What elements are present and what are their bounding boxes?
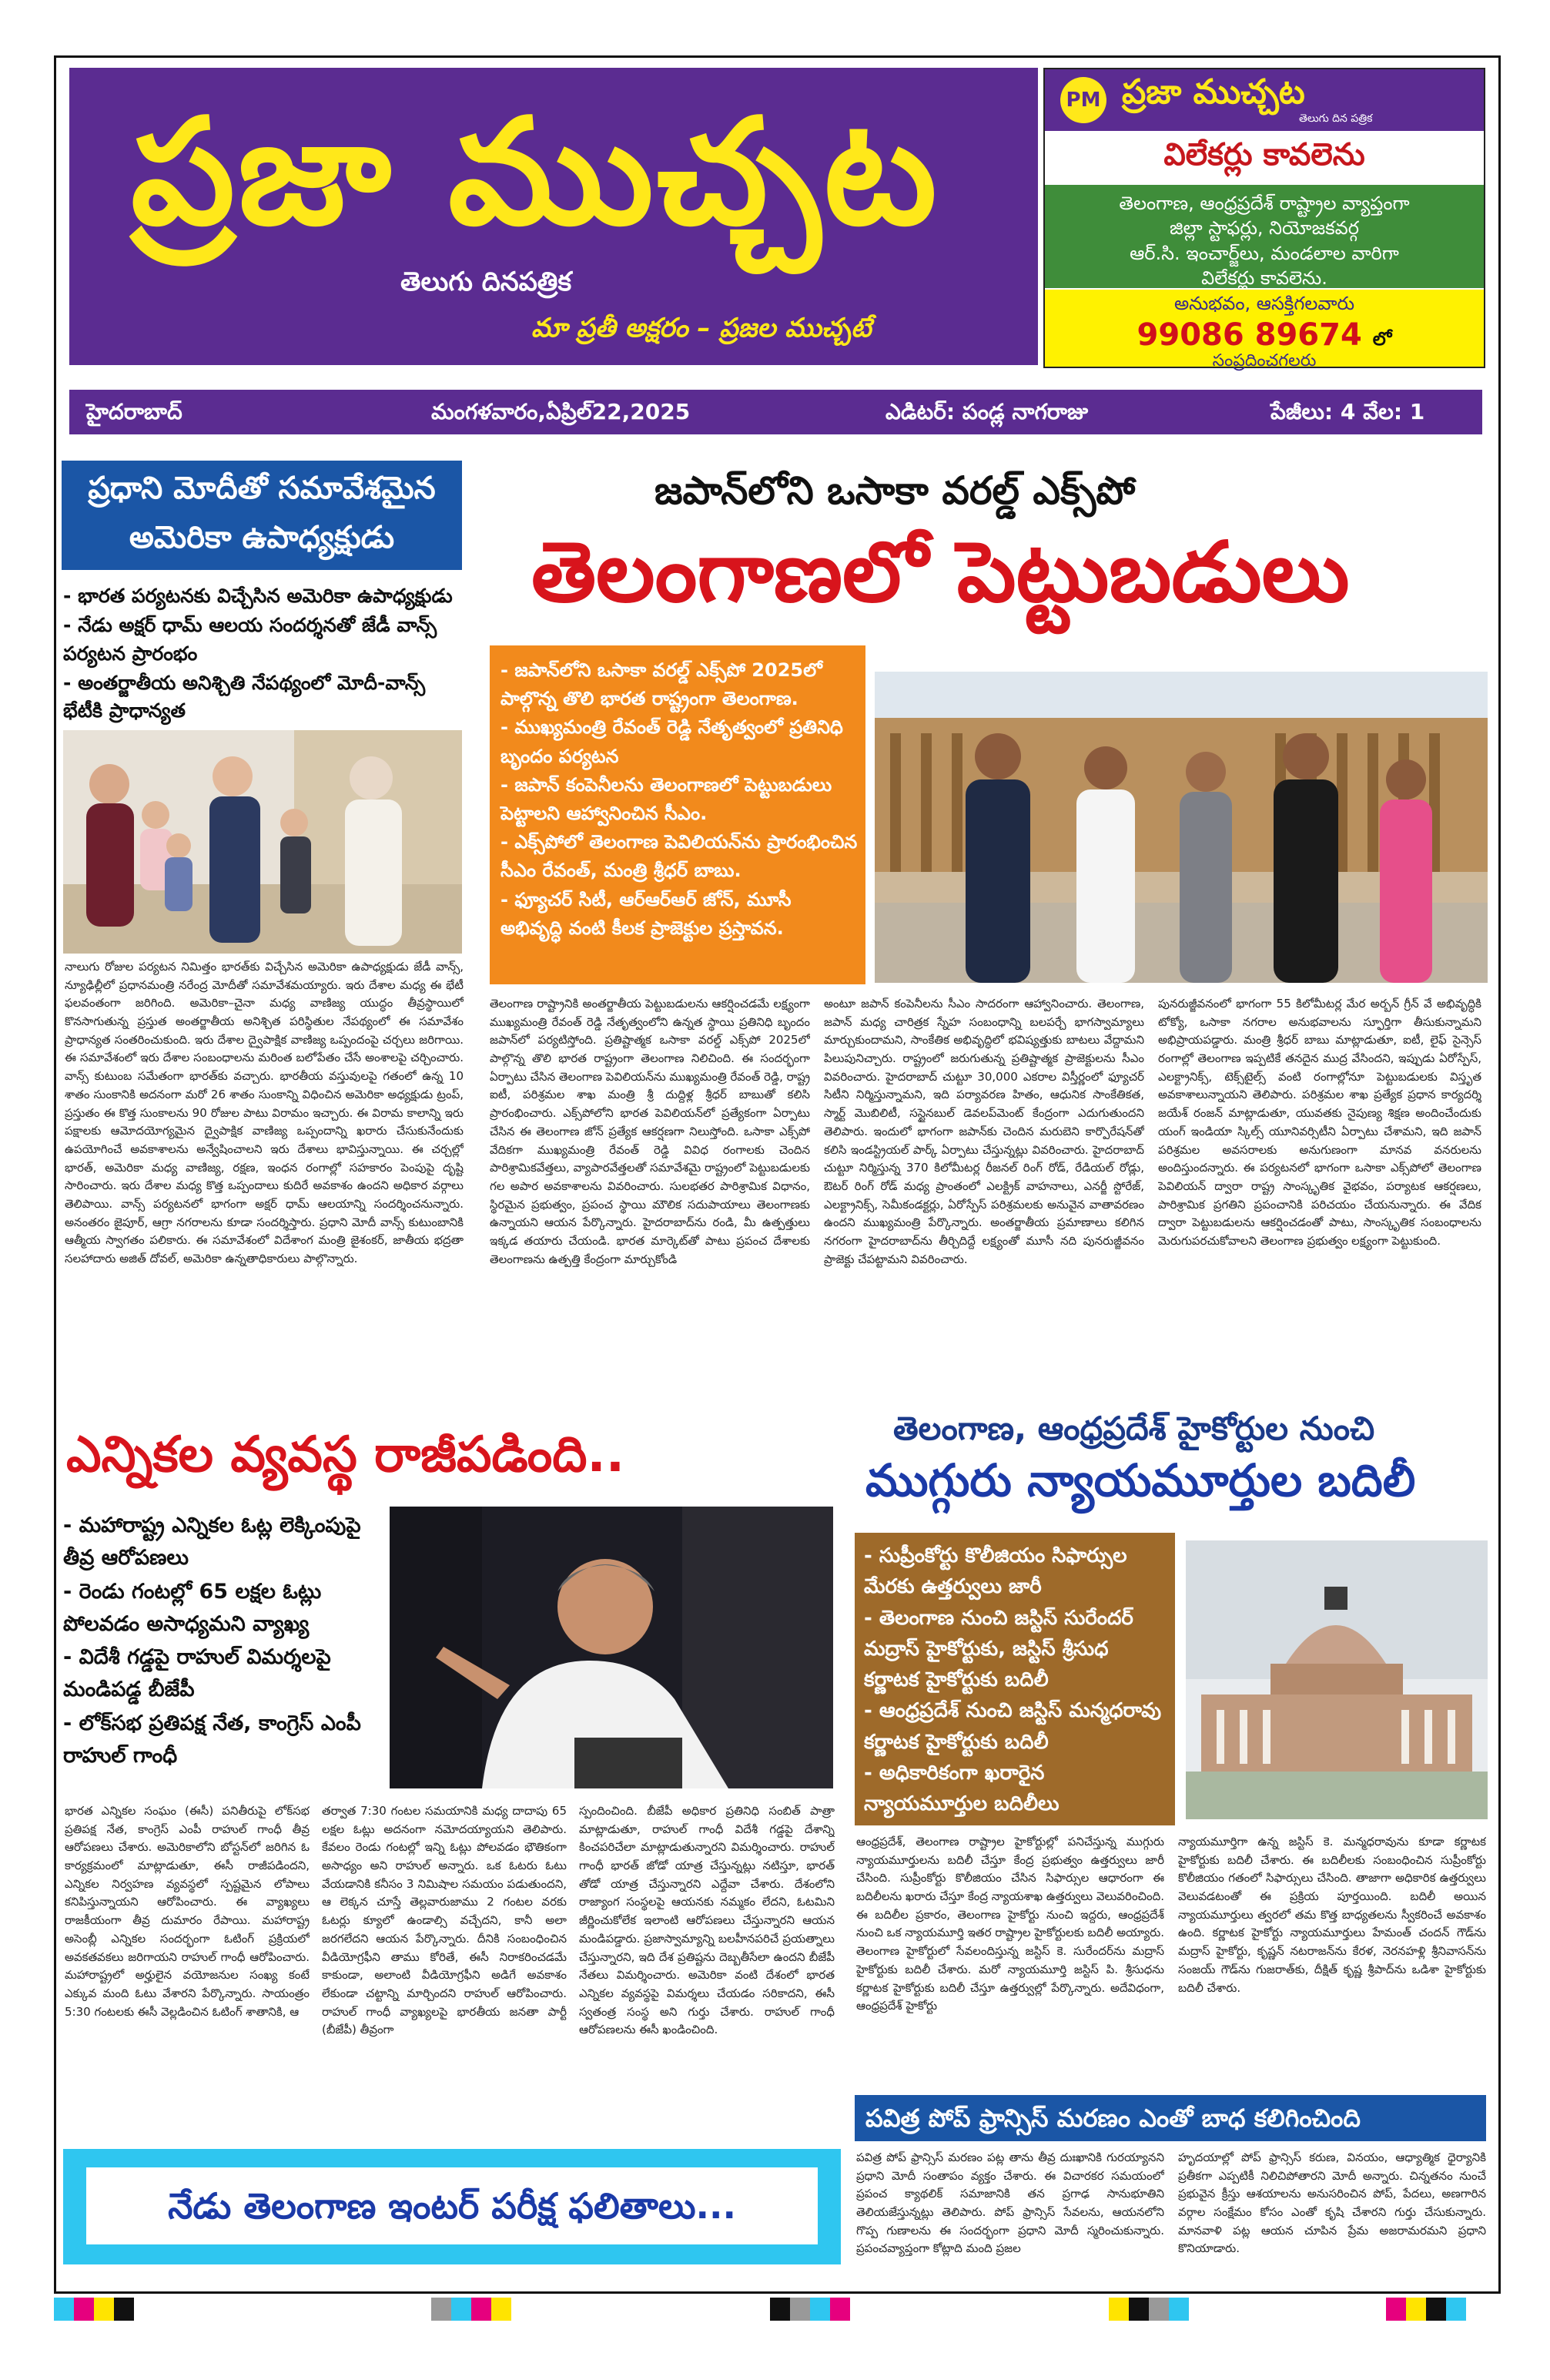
- judges-body-col1: ఆంధ్రప్రదేశ్, తెలంగాణ రాష్ట్రాల హైకోర్టుల్లో పనిచేస్తున్న ముగ్గురు న్యాయమూర్తులను బదిలీ చేస్తూ కేంద్ర ప్రభుత్వం ఉత్తర్వులు జారీ చేసింది. సుప్రీంకోర్టు కొలీజియం చేసిన సిఫార్సుల ఆధారంగా ఈ బదిలీలను ఖరారు చేస్తూ కేంద్ర న్యాయశాఖ ఉత్తర్వులు వెలువరించింది. ఈ బదిలీల ప్రకారం, తెలంగాణ హైకోర్టు నుంచి ఇద్దరు, ఆంధ్రప్రదేశ్ నుంచి ఒక న్యాయమూర్తి ఇతర రాష్ట్రాల హైకోర్టులకు బదిలీ అయ్యారు. తెలంగాణ హైకోర్టులో సేవలందిస్తున్న జస్టిస్ కె. సురేందర్‌ను మద్రాస్ హైకోర్టుకు బదిలీ చేశారు. మరో న్యాయమూర్తి జస్టిస్ పి. శ్రీసుధను కర్ణాటక హైకోర్టుకు బదిలీ చేస్తూ ఉత్తర్వుల్లో పేర్కొన్నారు. అదేవిధంగా, ఆంధ్రప్రదేశ్ హైకోర్టు: [856, 1835, 1164, 2013]
- color-registration-strip: [770, 2298, 850, 2321]
- judges-bullet: - తెలంగాణ నుంచి జస్టిస్ సురేందర్ మద్రాస్ హైకోర్టుకు, జస్టిస్ శ్రీసుధ కర్ణాటక హైకోర్టుకు బదిలీ: [864, 1606, 1133, 1692]
- pope-headline: పవిత్ర పోప్ ఫ్రాన్సిస్ మరణం ఎంతో బాధ కలిగించింది: [855, 2095, 1486, 2141]
- telangana-body-col2: అంటూ జపాన్ కంపెనీలను సీఎం సాదరంగా ఆహ్వానించారు. తెలంగాణ, జపాన్ మధ్య చారిత్రక స్నేహ సంబంధాన్ని బలపర్చే భాగస్వామ్యాలు మార్చుకుందామని, సాంకేతిక అభివృద్ధిలో భవిష్యత్తుకు బాటలు వేద్దామని పిలుపునిచ్చారు. రాష్ట్రంలో జరుగుతున్న ప్రతిష్టాత్మక ప్రాజెక్టులను సీఎం వివరించారు. హైదరాబాద్ చుట్టూ 30,000 ఎకరాల విస్తీర్ణంలో ఫ్యూచర్ సిటీని నిర్మిస్తున్నామని, ఇది పర్యావరణ హితం, ఆధునిక సాంకేతికత, స్మార్ట్ మొబిలిటీ, సస్టైనబుల్ డెవలప్‌మెంట్ కేంద్రంగా ఎదుగుతుందని తెలిపారు. ఇందులో భాగంగా జపాన్‌కు చెందిన మరుబెని కార్పొరేషన్‌తో కలిసి ఇండస్ట్రియల్ పార్క్ ఏర్పాటు చేస్తున్నట్లు వివరించారు. హైదరాబాద్ చుట్టూ నిర్మిస్తున్న 370 కిలోమీటర్ల రీజనల్ రింగ్ రోడ్, రేడియల్ రోడ్లు, ఔటర్ రింగ్ రోడ్ మధ్య ప్రాంతంలో ఎలక్ట్రిక్ వాహనాలు, ఎనర్జీ స్టోరేజ్, ఎలక్ట్రానిక్స్, సెమీకండక్టర్లు, ఏరోస్పేస్ పరిశ్రమలకు అనువైన వాతావరణం ఉందని ముఖ్యమంత్రి పేర్కొన్నారు. అంతర్జాతీయ ప్రమాణాలు కలిగిన నగరంగా హైదరాబాద్‌ను తీర్చిదిద్దే లక్ష్యంతో మూసీ నది పునరుజ్జీవనం ప్రాజెక్టు చేపట్టామని వివరించారు.: [824, 997, 1144, 1266]
- color-registration-strip: [1109, 2298, 1189, 2321]
- vance-headline-box: [62, 461, 462, 570]
- classified-ad: [1043, 68, 1485, 368]
- ad-body-line: విలేకర్లు కావలెను.: [1201, 267, 1327, 290]
- ad-contact-line1: అనుభవం, ఆసక్తిగలవారు: [1173, 293, 1355, 314]
- telangana-bullet: - జపాన్‌లోని ఒసాకా వరల్డ్ ఎక్స్‌పో 2025లో పాల్గొన్న తొలి భారత రాష్ట్రంగా తెలంగాణ.: [500, 659, 822, 710]
- election-headline: ఎన్నికల వ్యవస్థ రాజీపడింది..: [66, 1426, 625, 1483]
- pope-body-col1: పవిత్ర పోప్ ఫ్రాన్సిస్ మరణం పట్ల తాను తీవ్ర దుఃఖానికి గురయ్యానని ప్రధాని మోదీ సంతాపం వ్యక్తం చేశారు. ఈ విచారకర సమయంలో ప్రపంచ క్యాథలిక్ సమాజానికి తన ప్రగాఢ సానుభూతిని తెలియజేస్తున్నట్లు తెలిపారు. పోప్ ఫ్రాన్సిస్ సేవలను, ఆయనలోని గొప్ప గుణాలను ఈ సందర్భంగా ప్రధాని మోదీ స్మరించుకున్నారు. ప్రపంచవ్యాప్తంగా కోట్లాది మంది ప్రజల: [856, 2150, 1164, 2256]
- rahul-gandhi-photo: [390, 1507, 833, 1788]
- election-bullet: - లోక్‌సభ ప్రతిపక్ష నేత, కాంగ్రెస్ ఎంపీ రాహుల్ గాంధీ: [63, 1711, 361, 1768]
- vance-headline-line1: ప్రధాని మోదీతో సమావేశమైన: [88, 471, 436, 506]
- ad-body-line: తెలంగాణ, ఆంధ్రప్రదేశ్ రాష్ట్రాల వ్యాప్తంగా: [1119, 193, 1410, 214]
- vance-modi-photo: [63, 730, 462, 954]
- ad-phone: [1045, 319, 1484, 351]
- date-label: మంగళవారం,ఏప్రిల్22,2025: [431, 399, 691, 424]
- color-registration-strip: [431, 2298, 511, 2321]
- telangana-bullet: - జపాన్ కంపెనీలను తెలంగాణలో పెట్టుబడులు పెట్టాలని ఆహ్వానించిన సీఎం.: [500, 773, 832, 824]
- ad-heading: విలేకర్లు కావలెను: [1163, 137, 1365, 173]
- ad-logo-icon: PM: [1060, 77, 1106, 123]
- masthead-tagline: మా ప్రతీ అక్షరం – ప్రజల ముచ్చటే: [531, 313, 872, 344]
- color-registration-strip: [54, 2298, 134, 2321]
- ad-body: [1045, 185, 1484, 288]
- vance-body: నాలుగు రోజుల పర్యటన నిమిత్తం భారత్‌కు విచ్చేసిన అమెరికా ఉపాధ్యక్షుడు జేడీ వాన్స్, న్యూఢిల్లీలో ప్రధానమంత్రి నరేంద్ర మోదీతో సమావేశమయ్యారు. ఇరు దేశాల మధ్య ఈ భేటీ ఫలవంతంగా జరిగింది. అమెరికా–చైనా మధ్య వాణిజ్య యుద్ధం తీవ్రస్థాయిలో కొనసాగుతున్న ప్రస్తుత అంతర్జాతీయ అనిశ్చిత పరిస్థితుల నేపథ్యంలో ఈ సమావేశం ప్రాధాన్యత సంతరించుకుంది. ఇరు దేశాల ద్వైపాక్షిక వాణిజ్య ఒప్పందంపై చర్చలు జరిగాయి. ఈ సమావేశంలో ఇరు దేశాల సంబంధాలను మరింత బలోపేతం చేసే అంశాలపై చర్చించారు. వాన్స్ కుటుంబ సమేతంగా భారత్‌కు వచ్చారు. భారతీయ వస్తువులపై గతంలో ఉన్న 10 శాతం సుంకానికి అదనంగా మరో 26 శాతం సుంకాన్ని విధించిన అమెరికా అధ్యక్షుడు ట్రంప్, ప్రస్తుతం ఈ కొత్త సుంకాలను 90 రోజుల పాటు విరామం ఇచ్చారు. ఈ విరామ కాలాన్ని ఇరు పక్షాలకు ఆమోదయోగ్యమైన ద్వైపాక్షిక వాణిజ్య ఒప్పందాన్ని ఖరారు చేసుకునేందుకు ఉపయోగించే అవకాశాలను అన్వేషించాలని ఇరు దేశాలు భావిస్తున్నాయి. ఈ చర్చల్లో భారత్, అమెరికా మధ్య వాణిజ్య, రక్షణ, ఇంధన రంగాల్లో సహకారం పెంపుపై దృష్టి సారించారు. ఇరు దేశాల మధ్య కొత్త ఒప్పందాలు కుదిరే అవకాశం ఉందని అధికార వర్గాలు తెలిపాయి. వాన్స్ పర్యటనలో భాగంగా అక్షర్ ధామ్ ఆలయాన్ని సందర్శించనున్నారు. అనంతరం జైపూర్, ఆగ్రా నగరాలను కూడా సందర్శిస్తారు. ప్రధాని మోదీ వాన్స్ కుటుంబానికి ఆత్మీయ స్వాగతం పలికారు. ఈ సమావేశంలో విదేశాంగ మంత్రి జైశంకర్, జాతీయ భద్రతా సలహాదారు అజిత్ దోవల్, అమెరికా ఉన్నతాధికారులు పాల్గొన్నారు.: [65, 960, 464, 1265]
- judges-bullet: - అధికారికంగా ఖరారైన న్యాయమూర్తుల బదిలీలు: [864, 1762, 1060, 1816]
- results-banner-text: నేడు తెలంగాణ ఇంటర్ పరీక్ష ఫలితాలు...: [86, 2167, 818, 2244]
- pages-label: పేజీలు: 4 వేల: 1: [1270, 399, 1425, 424]
- telangana-bullet: - ఫ్యూచర్ సిటీ, ఆర్ఆర్ఆర్ జోన్, మూసీ అభివృద్ధి వంటి కీలక ప్రాజెక్టుల ప్రస్తావన.: [500, 888, 792, 939]
- city-label: హైదరాబాద్: [86, 399, 182, 424]
- telangana-body-col1: తెలంగాణ రాష్ట్రానికి అంతర్జాతీయ పెట్టుబడులను ఆకర్షించడమే లక్ష్యంగా ముఖ్యమంత్రి రేవంత్ రెడ్డి నేతృత్వంలోని ఉన్నత స్థాయి ప్రతినిధి బృందం జపాన్‌లో పర్యటిస్తోంది. ప్రతిష్టాత్మక ఒసాకా వరల్డ్ ఎక్స్‌పో 2025లో పాల్గొన్న తొలి భారత రాష్ట్రంగా తెలంగాణ నిలిచింది. ఈ సందర్భంగా ఏర్పాటు చేసిన తెలంగాణ పెవిలియన్‌ను ముఖ్యమంత్రి రేవంత్ రెడ్డి, రాష్ట్ర ఐటీ, పరిశ్రమల శాఖ మంత్రి శ్రీ దుద్దిళ్ల శ్రీధర్ బాబుతో కలిసి ప్రారంభించారు. ఎక్స్‌పోలోని భారత పెవిలియన్‌లో ప్రత్యేకంగా ఏర్పాటు చేసిన ఈ తెలంగాణ జోన్ ప్రత్యేక ఆకర్షణగా నిలుస్తోంది. ఒసాకా ఎక్స్‌పో వేదికగా ముఖ్యమంత్రి రేవంత్ రెడ్డి వివిధ రంగాలకు చెందిన పారిశ్రామికవేత్తలు, వ్యాపారవేత్తలతో సమావేశమై రాష్ట్రంలో పెట్టుబడులకు గల అపార అవకాశాలను వివరించారు. సులభతర పారిశ్రామిక విధానం, స్థిరమైన ప్రభుత్వం, ప్రపంచ స్థాయి మౌలిక సదుపాయాలు తెలంగాణకు ఉన్నాయని ఆయన పేర్కొన్నారు. హైదరాబాద్‌ను రండి, మీ ఉత్పత్తులు ఇక్కడ తయారు చేయండి. భారత మార్కెట్‌తో పాటు ప్రపంచ దేశాలకు తెలంగాణను ఉత్పత్తి కేంద్రంగా మార్చుకోండి: [490, 997, 810, 1266]
- election-body-col1: భారత ఎన్నికల సంఘం (ఈసీ) పనితీరుపై లోక్‌సభ ప్రతిపక్ష నేత, కాంగ్రెస్ ఎంపీ రాహుల్ గాంధీ తీవ్ర ఆరోపణలు చేశారు. అమెరికాలోని బోస్టన్‌లో జరిగిన ఓ కార్యక్రమంలో మాట్లాడుతూ, ఈసీ రాజీపడిందని, ఎన్నికల నిర్వహణ వ్యవస్థలో స్పష్టమైన లోపాలు కనిపిస్తున్నాయని ఆరోపించారు. ఈ వ్యాఖ్యలు రాజకీయంగా తీవ్ర దుమారం రేపాయి. మహారాష్ట్ర అసెంబ్లీ ఎన్నికల సందర్భంగా ఓటింగ్ ప్రక్రియలో అవకతవకలు జరిగాయని రాహుల్ గాంధీ ఆరోపించారు. మహారాష్ట్రలో అర్హులైన వయోజనుల సంఖ్య కంటే ఎక్కువ మంది ఓటు వేశారని పేర్కొన్నారు. సాయంత్రం 5:30 గంటలకు ఈసీ వెల్లడించిన ఓటింగ్ శాతానికి, ఆ: [65, 1804, 310, 2019]
- judges-body-col2: న్యాయమూర్తిగా ఉన్న జస్టిస్ కె. మన్మధరావును కూడా కర్ణాటక హైకోర్టుకు బదిలీ చేశారు. ఈ బదిలీలకు సంబంధించిన సుప్రీంకోర్టు కొలీజియం గతంలో సిఫార్సులు చేసింది. తాజాగా అధికారిక ఉత్తర్వులు వెలువడటంతో ఈ ప్రక్రియ పూర్తయింది. బదిలీ అయిన న్యాయమూర్తులు త్వరలో తమ కొత్త బాధ్యతలను స్వీకరించే అవకాశం ఉంది. కర్ణాటక హైకోర్టు న్యాయమూర్తులు హేమంత్ చందన్ గౌడ్‌ను మద్రాస్ హైకోర్టు, కృష్ణన్ నటరాజన్‌ను కేరళ, నెరనహళ్లి శ్రీనివాసన్‌ను సంజయ్ గౌడ్‌ను గుజరాత్‌కు, దీక్షిత్ కృష్ణ శ్రీపాద్‌ను ఒడిశా హైకోర్టుకు బదిలీ చేశారు.: [1178, 1835, 1486, 1995]
- judges-bullets-box: [855, 1533, 1175, 1825]
- supreme-court-photo: [1186, 1540, 1488, 1819]
- masthead-title: ప్రజా ముచ్చట: [131, 85, 940, 257]
- ad-contact-line3: సంప్రదించగలరు: [1212, 351, 1317, 370]
- ad-header-band: [1045, 69, 1484, 131]
- telangana-bullet: - ఎక్స్‌పోలో తెలంగాణ పెవిలియన్‌ను ప్రారంభించిన సీఎం రేవంత్, మంత్రి శ్రీధర్ బాబు.: [500, 831, 858, 882]
- judges-headline-line1: తెలంగాణ, ఆంధ్రప్రదేశ్ హైకోర్టుల నుంచి: [893, 1410, 1375, 1447]
- date-bar: [69, 390, 1482, 434]
- results-banner: [63, 2149, 841, 2264]
- election-bullet: - మహారాష్ట్ర ఎన్నికల ఓట్ల లెక్కింపుపై తీవ్ర ఆరోపణలు: [63, 1513, 361, 1570]
- telangana-bullet: - ముఖ్యమంత్రి రేవంత్ రెడ్డి నేతృత్వంలో ప్రతినిధి బృందం పర్యటన: [500, 716, 843, 767]
- ad-contact: [1045, 290, 1484, 370]
- election-bullet: - విదేశీ గడ్డపై రాహుల్ విమర్శలపై మండిపడ్డ బీజేపీ: [63, 1645, 331, 1702]
- vance-bullet: - నేడు అక్షర్ ధామ్ ఆలయ సందర్శనతో జేడీ వాన్స్ పర్యటన ప్రారంభం: [63, 614, 437, 665]
- vance-bullets: [63, 582, 464, 726]
- ad-body-line: జిల్లా స్టాఫర్లు, నియోజకవర్గ: [1170, 217, 1359, 240]
- telangana-bullets-box: [490, 645, 865, 984]
- telangana-headline: తెలంగాణలో పెట్టుబడులు: [531, 525, 1350, 621]
- ad-paper-subname: తెలుగు దిన పత్రిక: [1299, 112, 1373, 125]
- election-bullet: - రెండు గంటల్లో 65 లక్షల ఓట్లు పోలవడం అసాధ్యమని వ్యాఖ్య: [63, 1579, 322, 1636]
- ad-paper-name: ప్రజా ముచ్చట: [1122, 72, 1305, 112]
- telangana-kicker: జపాన్‌లోని ఒసాకా వరల్డ్ ఎక్స్‌పో: [654, 468, 1136, 513]
- masthead: [69, 68, 1038, 365]
- masthead-subtitle: తెలుగు దినపత్రిక: [400, 266, 572, 297]
- election-bullets: [63, 1510, 387, 1774]
- ad-phone-number: 99086 89674: [1137, 317, 1362, 353]
- osaka-expo-photo: [875, 672, 1488, 983]
- pope-body-col2: హృదయాల్లో పోప్ ఫ్రాన్సిస్ కరుణ, వినయం, ఆధ్యాత్మిక ధైర్యానికి ప్రతీకగా ఎప్పటికీ నిలిచిపోతారని మోదీ అన్నారు. చిన్నతనం నుంచే ప్రభువైన క్రీస్తు ఆశయాలను అనుసరించిన పోప్, పేదలు, అణగారిన వర్గాల సంక్షేమం కోసం ఎంతో కృషి చేశారని గుర్తు చేసుకున్నారు. మానవాళి పట్ల ఆయన చూపిన ప్రేమ అజరామరమని ప్రధాని కొనియాడారు.: [1178, 2150, 1486, 2256]
- ad-body-line: ఆర్.సి. ఇంచార్జ్‌లు, మండలాల వారిగా: [1130, 242, 1399, 264]
- ad-phone-suffix: లో: [1372, 328, 1392, 350]
- telangana-body-col3: పునరుజ్జీవనంలో భాగంగా 55 కిలోమీటర్ల మేర అర్బన్ గ్రీన్ వే అభివృద్ధికి టోక్యో, ఒసాకా నగరాల అనుభవాలను స్ఫూర్తిగా తీసుకున్నామని అభిప్రాయపడ్డారు. మంత్రి శ్రీధర్ బాబు మాట్లాడుతూ, ఐటీ, లైఫ్ సైన్సెస్ రంగాల్లో తెలంగాణ ఇప్పటికే తనదైన ముద్ర వేసిందని, ఇప్పుడు ఏరోస్పేస్, ఎలక్ట్రానిక్స్, టెక్స్‌టైల్స్ వంటి రంగాల్లోనూ పెట్టుబడులకు విస్తృత అవకాశాలున్నాయని తెలిపారు. పరిశ్రమల శాఖ ప్రత్యేక ప్రధాన కార్యదర్శి జయేశ్ రంజన్ మాట్లాడుతూ, యువతకు నైపుణ్య శిక్షణ అందించేందుకు యంగ్ ఇండియా స్కిల్స్ యూనివర్సిటీని ఏర్పాటు చేశామని, ఇది జపాన్ పరిశ్రమల అవసరాలకు అనుగుణంగా మానవ వనరులను అందిస్తుందన్నారు. ఈ పర్యటనలో భాగంగా ఒసాకా ఎక్స్‌పోలో తెలంగాణ పెవిలియన్ ద్వారా రాష్ట్ర సాంస్కృతిక వైభవం, పర్యాటక ఆకర్షణలు, పారిశ్రామిక ప్రగతిని ప్రపంచానికి పరిచయం చేయనున్నారు. ఈ వేదిక ద్వారా పెట్టుబడులను ఆకర్షించడంతో పాటు, సాంస్కృతిక సంబంధాలను మెరుగుపరచుకోవాలని తెలంగాణ ప్రభుత్వం లక్ష్యంగా పెట్టుకుంది.: [1158, 997, 1481, 1248]
- election-body-col3: స్పందించింది. బీజేపీ అధికార ప్రతినిధి సంబిత్ పాత్రా మాట్లాడుతూ, రాహుల్ గాంధీ విదేశీ గడ్డపై దేశాన్ని కించపరిచేలా మాట్లాడుతున్నారని విమర్శించారు. రాహుల్ గాంధీ భారత్ జోడో యాత్ర చేస్తున్నట్లు నటిస్తూ, భారత్ తోడో యాత్ర చేస్తున్నారని ఎద్దేవా చేశారు. దేశంలోని రాజ్యాంగ సంస్థలపై ఆయనకు నమ్మకం లేదని, ఓటమిని జీర్ణించుకోలేక ఇలాంటి ఆరోపణలు చేస్తున్నారని ఆయన మండిపడ్డారు. ప్రజాస్వామ్యాన్ని బలహీనపరిచే ప్రయత్నాలు చేస్తున్నారని, ఇది దేశ ప్రతిష్టను దెబ్బతీసేలా ఉందని బీజేపీ నేతలు విమర్శించారు. అమెరికా వంటి దేశంలో భారత ఎన్నికల వ్యవస్థపై విమర్శలు చేయడం సరికాదని, ఈసీ స్వతంత్ర సంస్థ అని గుర్తు చేశారు. రాహుల్ గాంధీ ఆరోపణలను ఈసీ ఖండించింది.: [579, 1804, 835, 2037]
- vance-headline-line2: అమెరికా ఉపాధ్యక్షుడు: [129, 520, 395, 555]
- vance-bullet: - అంతర్జాతీయ అనిశ్చితి నేపథ్యంలో మోదీ-వాన్స్ భేటీకి ప్రాధాన్యత: [63, 671, 426, 722]
- judges-bullet: - ఆంధ్రప్రదేశ్ నుంచి జస్టిస్ మన్మధరావు కర్ణాటక హైకోర్టుకు బదిలీ: [864, 1699, 1162, 1754]
- editor-label: ఎడిటర్: పండ్ల నాగరాజు: [885, 399, 1089, 424]
- color-registration-strip: [1386, 2298, 1466, 2321]
- vance-bullet: - భారత పర్యటనకు విచ్చేసిన అమెరికా ఉపాధ్యక్షుడు: [63, 585, 453, 607]
- judges-headline-line2: ముగ్గురు న్యాయమూర్తుల బదిలీ: [865, 1454, 1416, 1507]
- judges-bullet: - సుప్రీంకోర్టు కొలీజియం సిఫార్సుల మేరకు ఉత్తర్వులు జారీ: [864, 1544, 1127, 1599]
- election-body-col2: తర్వాత 7:30 గంటల సమయానికి మధ్య దాదాపు 65 లక్షల ఓట్లు అదనంగా నమోదయ్యాయని తెలిపారు. కేవలం రెండు గంటల్లో ఇన్ని ఓట్లు పోలవడం భౌతికంగా అసాధ్యం అని రాహుల్ అన్నారు. ఒక ఓటరు ఓటు వేయడానికి కనీసం 3 నిమిషాల సమయం పడుతుందని, ఆ లెక్కన చూస్తే తెల్లవారుజాము 2 గంటల వరకు ఓటర్లు క్యూలో ఉండాల్సి వచ్చేదని, కానీ అలా జరగలేదని ఆయన పేర్కొన్నారు. దీనికి సంబంధించిన వీడియోగ్రఫీని తాము కోరితే, ఈసీ నిరాకరించడమే కాకుండా, అలాంటి వీడియోగ్రఫీని అడిగే అవకాశం లేకుండా చట్టాన్ని మార్చిందని రాహుల్ ఆరోపించారు. రాహుల్ గాంధీ వ్యాఖ్యలపై భారతీయ జనతా పార్టీ (బీజేపీ) తీవ్రంగా: [322, 1804, 567, 2037]
